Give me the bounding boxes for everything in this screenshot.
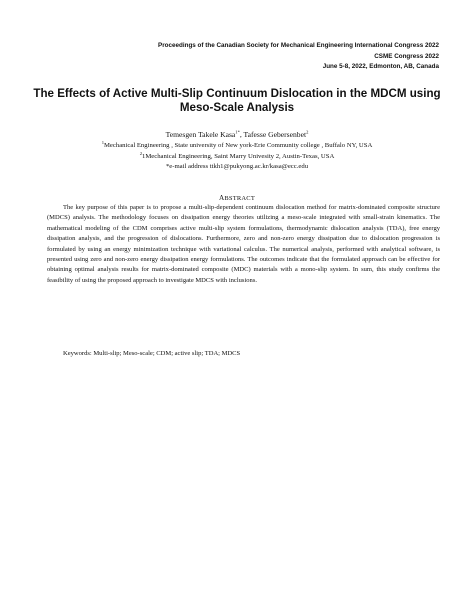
header-proceedings: Proceedings of the Canadian Society for Mechanical Engineering International Congress 2022 [158, 42, 439, 49]
affiliation-1-sup: 1 [101, 139, 104, 145]
contact-email-text: *e-mail address ttkh1@pukyong.ac.kr/kasa@ecc.edu [165, 163, 309, 171]
affiliation-2-text: 1Mechanical Engineering, Saint Marry Univesity 2, Austin-Texas, USA [141, 152, 335, 160]
authors [30, 130, 444, 140]
conference-header [158, 41, 439, 73]
abstract-heading-rest: BSTRACT [224, 195, 256, 202]
author-1-name: Temesgen Takele Kasa [165, 130, 236, 139]
author-2-sup: 2 [306, 129, 309, 135]
contact-email [30, 162, 444, 173]
author-2-name: Tafesse Gebersenbet [243, 130, 307, 139]
affiliation-1 [30, 141, 444, 152]
affiliation-2-sup: 2 [139, 150, 142, 156]
paper-title [30, 87, 444, 115]
header-date-location: June 5-8, 2022, Edmonton, AB, Canada [322, 63, 439, 70]
title-line-2: Meso-Scale Analysis [179, 101, 295, 114]
abstract-heading [30, 194, 444, 202]
title-line-1: The Effects of Active Multi-Slip Continuum Dislocation in the MDCM using [33, 87, 441, 100]
author-separator: , [239, 130, 244, 139]
affiliation-2 [30, 152, 444, 163]
header-congress: CSME Congress 2022 [374, 52, 439, 60]
affiliations [30, 141, 444, 173]
abstract-heading-initial: A [218, 194, 225, 202]
keywords: Keywords: Multi-slip; Meso-scale; CDM; active slip; TDA; MDCS [63, 350, 241, 357]
abstract-body: The key purpose of this paper is to propose a multi-slip-dependent continuum dislocation method for matrix-dominated composite structure (MDCS) analysis. The methodology focuses on dissipation energy theories utilizing a meso-scale integrated with small-strain kinematics. The mathematical modeling of the CDM comprises active multi-slip system formulations, thermodynamic dislocation analysis (TDA), free energy dissipation analysis, and the progression of dislocations. Furthermore, zero and non-zero energy dissipation due to dislocation progression is formulated by using an energy minimization technique with variational calculus. The numerical analysis, performed with analytical software, is presented using zero and non-zero energy dissipation energy formulations. The outcomes indicate that the formulated approach can be effective for obtaining optimal analysis results for matrix-dominated composite (MDC) materials with a mono-slip system. In sum, this study confirms the feasibility of using the proposed approach to investigate MDCS with inclusions. [47, 204, 440, 284]
affiliation-1-text: Mechanical Engineering , State university of New york-Erie Community college , Buffalo NY, USA [103, 142, 373, 149]
author-1-sup: 1* [235, 129, 240, 135]
